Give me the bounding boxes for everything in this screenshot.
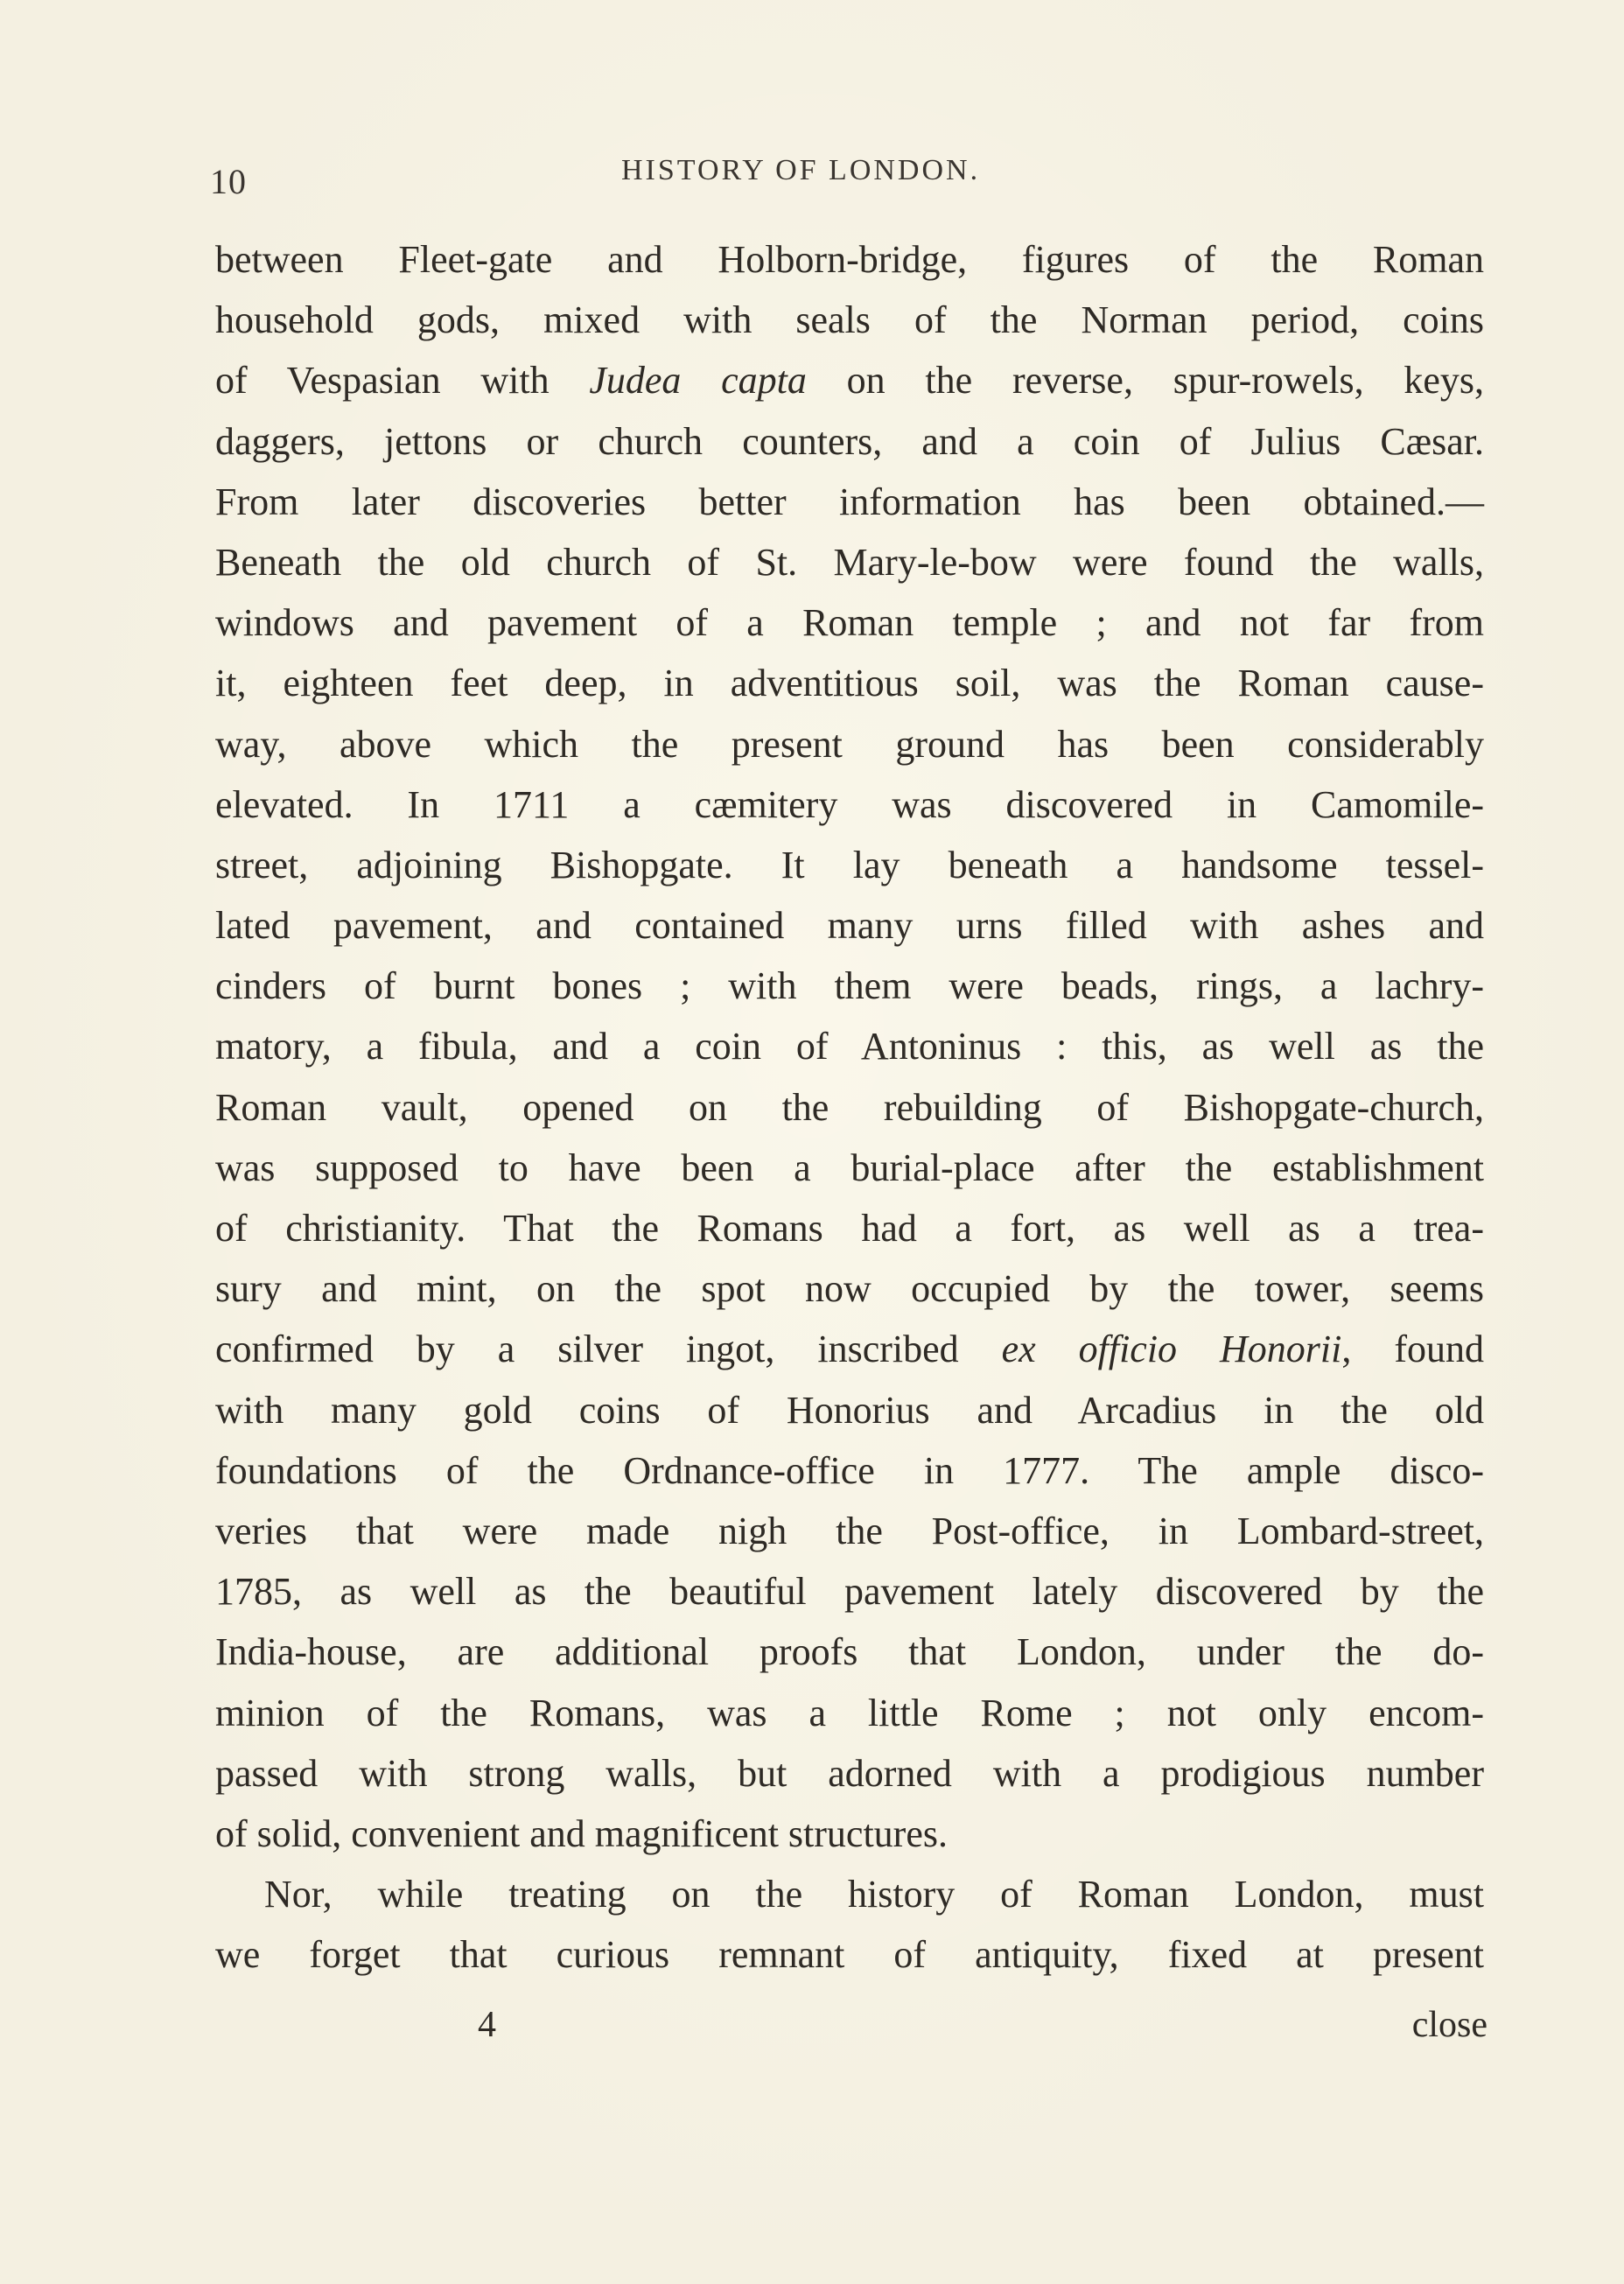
text-line: of christianity. That the Romans had a fort, as well as a trea- (215, 1207, 1484, 1250)
text-line: household gods, mixed with seals of the Norman period, coins (215, 298, 1484, 342)
text-line: India-house, are additional proofs that London, under the do- (215, 1630, 1484, 1674)
page-number: 10 (210, 162, 247, 201)
body-text (215, 229, 1484, 1985)
text-line: cinders of burnt bones ; with them were beads, rings, a lachry- (215, 964, 1484, 1008)
catchword: close (1411, 2005, 1488, 2045)
text-line: From later discoveries better information has been obtained.— (215, 480, 1484, 523)
text-line: foundations of the Ordnance-office in 1777. The ample disco- (215, 1448, 1484, 1492)
text-line: sury and mint, on the spot now occupied by the tower, seems (215, 1267, 1484, 1311)
italic-phrase: ex officio Honorii (1001, 1328, 1342, 1371)
text-line: 1785, as well as the beautiful pavement lately discovered by the (215, 1570, 1484, 1614)
text-line: we forget that curious remnant of antiquity, fixed at present (215, 1933, 1484, 1977)
text-line: minion of the Romans, was a little Rome ; not only encom- (215, 1691, 1484, 1734)
text-line: windows and pavement of a Roman temple ; and not far from (215, 601, 1484, 645)
text-line: way, above which the present ground has been considerably (215, 722, 1484, 766)
text-line: between Fleet-gate and Holborn-bridge, figures of the Roman (215, 238, 1484, 281)
italic-phrase: Judea capta (589, 359, 807, 403)
text-line: it, eighteen feet deep, in adventitious soil, was the Roman cause- (215, 662, 1484, 705)
running-title: HISTORY OF LONDON. (621, 154, 981, 186)
signature-mark: 4 (478, 2005, 496, 2045)
running-head (210, 154, 1488, 207)
text-line: with many gold coins of Honorius and Arcadius in the old (215, 1388, 1484, 1432)
text-line: was supposed to have been a burial-place after the establishment (215, 1146, 1484, 1189)
text-line: confirmed by a silver ingot, inscribed ex officio Honorii, found (215, 1328, 1484, 1371)
text-line: passed with strong walls, but adorned with a prodigious number (215, 1751, 1484, 1795)
page-footer (215, 1997, 1493, 2049)
paragraph-last-line: of solid, convenient and magnificent structures. (215, 1811, 948, 1855)
text-line: matory, a fibula, and a coin of Antoninus : this, as well as the (215, 1025, 1484, 1068)
text-line: Beneath the old church of St. Mary-le-bow were found the walls, (215, 540, 1484, 584)
text-line: of Vespasian with Judea capta on the reverse, spur-rowels, keys, (215, 359, 1484, 403)
text-line: Roman vault, opened on the rebuilding of Bishopgate-church, (215, 1085, 1484, 1129)
text-line: street, adjoining Bishopgate. It lay beneath a handsome tessel- (215, 843, 1484, 886)
text-line: veries that were made nigh the Post-office, in Lombard-street, (215, 1509, 1484, 1552)
paragraph-first-line: Nor, while treating on the history of Roman London, must (264, 1873, 1484, 1916)
text-line: elevated. In 1711 a cæmitery was discovered in Camomile- (215, 782, 1484, 826)
text-line: lated pavement, and contained many urns filled with ashes and (215, 904, 1484, 948)
text-line: daggers, jettons or church counters, and a coin of Julius Cæsar. (215, 419, 1484, 463)
